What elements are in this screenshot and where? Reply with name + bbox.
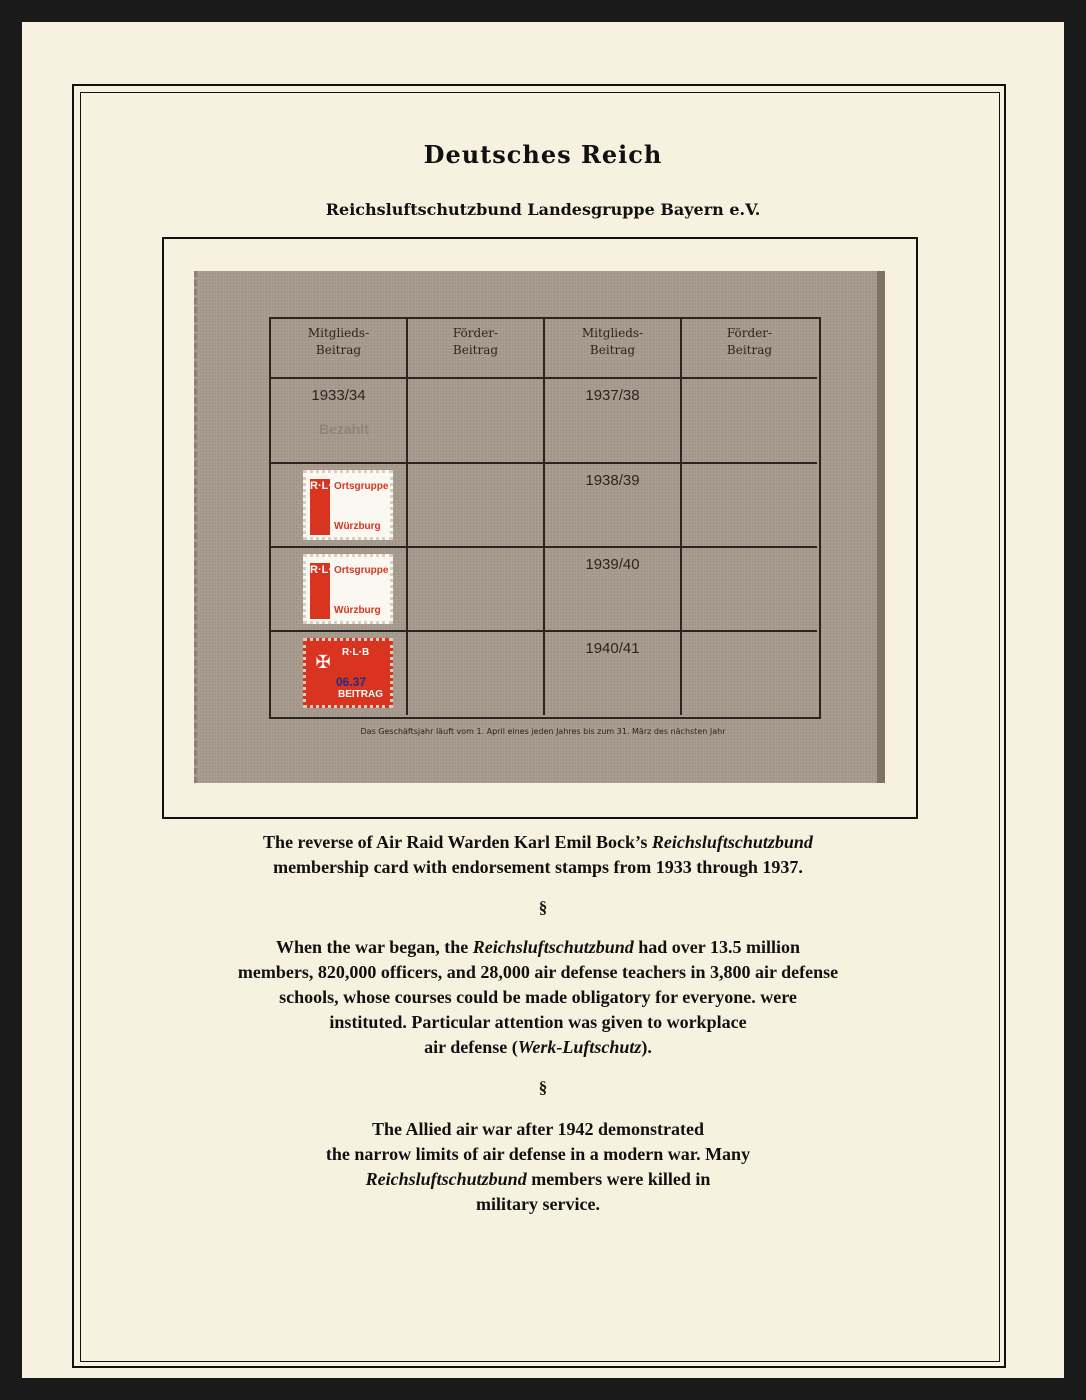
caption-text: members, 820,000 officers, and 28,000 air defense teachers in 3,800 air defense — [237, 962, 839, 982]
year-1940: 1940/41 — [585, 640, 640, 657]
caption-italic: Reichsluftschutzbund — [365, 1169, 527, 1189]
cell-1940 — [545, 632, 682, 715]
section-mark: § — [538, 1078, 548, 1097]
rlb-mark: R·L·B — [310, 479, 330, 535]
stamp-ortsgruppe-text: Ortsgruppe — [334, 481, 389, 492]
caption-italic: Reichsluftschutzbund — [651, 832, 813, 852]
col-header-3-line1: Mitglieds- — [581, 326, 644, 340]
cell-empty — [408, 632, 545, 715]
col-header-2-line2: Beitrag — [452, 343, 499, 357]
caption-paragraph-1 — [122, 830, 954, 880]
card-photo-frame — [162, 237, 918, 819]
year-1933: 1933/34 — [311, 387, 366, 404]
card-edge — [877, 271, 885, 783]
cell-stamp-2 — [271, 548, 408, 632]
cell-1933 — [271, 379, 408, 464]
caption-paragraph-2 — [122, 935, 954, 1060]
year-1938: 1938/39 — [585, 472, 640, 489]
col-header-2 — [408, 319, 545, 379]
eagle-emblem-icon: ✠ — [315, 652, 331, 672]
stamp-date: 06.37 — [336, 675, 367, 689]
caption-text: air defense ( — [424, 1037, 518, 1057]
col-header-4 — [682, 319, 817, 379]
membership-card — [194, 271, 885, 783]
stamp-beitrag-text: BEITRAG — [338, 689, 383, 700]
cell-empty — [682, 632, 817, 715]
col-header-4-line1: Förder- — [726, 326, 773, 340]
caption-text: had over 13.5 million — [633, 937, 800, 957]
col-header-4-line2: Beitrag — [726, 343, 773, 357]
card-footnote: Das Geschäftsjahr läuft vom 1. April eines jeden Jahres bis zum 31. März des nächsten Jahr — [360, 727, 726, 736]
caption-text: the narrow limits of air defense in a modern war. Many — [325, 1144, 751, 1164]
cell-stamp-3 — [271, 632, 408, 715]
cell-empty — [682, 464, 817, 548]
caption-text: military service. — [476, 1194, 600, 1214]
col-header-2-line1: Förder- — [452, 326, 499, 340]
page-subtitle: Reichsluftschutzbund Landesgruppe Bayern e.V. — [325, 200, 761, 219]
album-page — [22, 22, 1064, 1378]
caption-text: The reverse of Air Raid Warden Karl Emil Bock’s — [263, 832, 652, 852]
ortsgruppe-stamp — [303, 554, 393, 624]
rlb-mark: R·L·B — [310, 563, 330, 619]
col-header-1 — [271, 319, 408, 379]
cell-empty — [682, 548, 817, 632]
cell-stamp-1 — [271, 464, 408, 548]
stamp-city-text: Würzburg — [334, 605, 381, 616]
caption-text: When the war began, the — [276, 937, 473, 957]
cell-empty — [682, 379, 817, 464]
caption-text: membership card with endorsement stamps from 1933 through 1937. — [273, 857, 803, 877]
year-1937: 1937/38 — [585, 387, 640, 404]
stamp-city-text: Würzburg — [334, 521, 381, 532]
beitrag-stamp — [303, 638, 393, 708]
cell-1938 — [545, 464, 682, 548]
year-1939: 1939/40 — [585, 556, 640, 573]
cell-empty — [408, 379, 545, 464]
cell-empty — [408, 464, 545, 548]
cell-1937 — [545, 379, 682, 464]
stamp-ortsgruppe-text: Ortsgruppe — [334, 565, 389, 576]
stamp-rlb-text: R·L·B — [342, 647, 370, 658]
dues-table — [269, 317, 821, 719]
ortsgruppe-stamp — [303, 470, 393, 540]
caption-text: instituted. Particular attention was given to workplace — [329, 1012, 747, 1032]
section-mark: § — [538, 898, 548, 917]
page-title: Deutsches Reich — [423, 140, 663, 169]
caption-text: ). — [641, 1037, 652, 1057]
caption-text: The Allied air war after 1942 demonstrated — [372, 1119, 704, 1139]
caption-text: members were killed in — [526, 1169, 711, 1189]
caption-italic: Reichsluftschutzbund — [472, 937, 634, 957]
paid-mark: Bezahlt — [319, 421, 369, 437]
cell-1939 — [545, 548, 682, 632]
col-header-1-line2: Beitrag — [315, 343, 362, 357]
cell-empty — [408, 548, 545, 632]
caption-paragraph-3 — [122, 1117, 954, 1217]
col-header-3 — [545, 319, 682, 379]
col-header-3-line2: Beitrag — [589, 343, 636, 357]
col-header-1-line1: Mitglieds- — [307, 326, 370, 340]
caption-text: schools, whose courses could be made obligatory for everyone. were — [279, 987, 797, 1007]
caption-italic: Werk-Luftschutz — [517, 1037, 642, 1057]
